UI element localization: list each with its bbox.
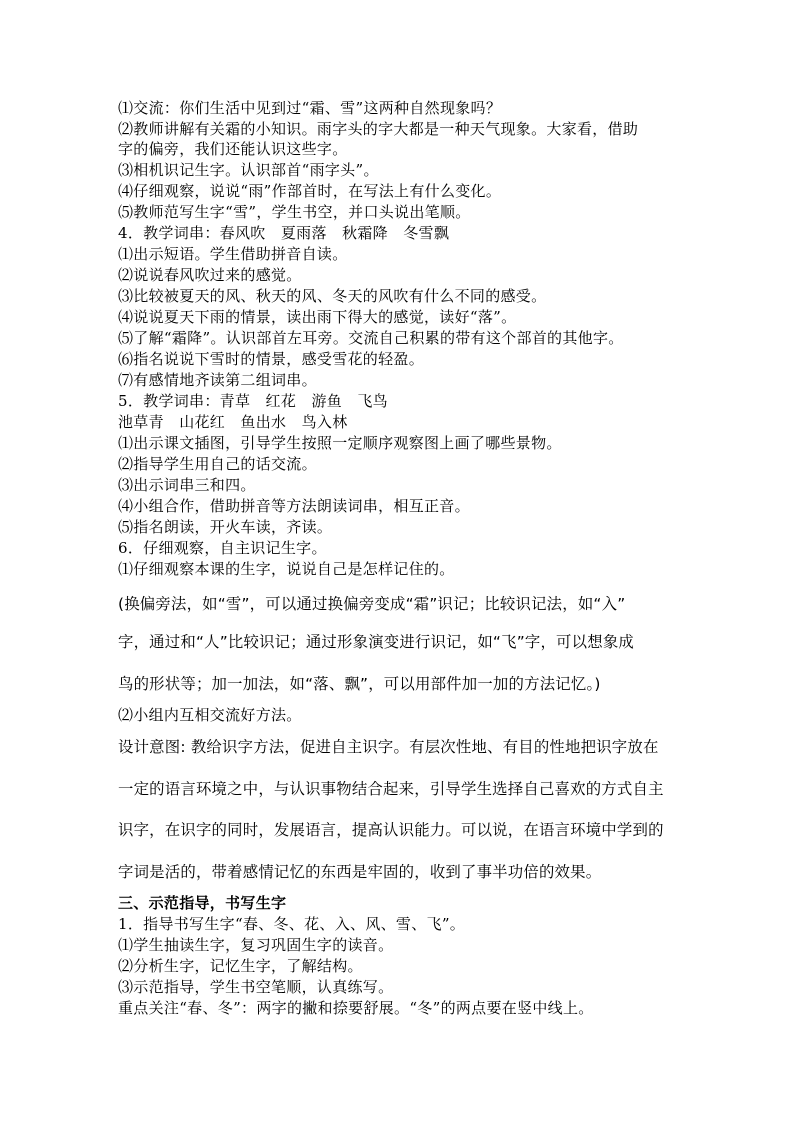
text-line: 识字，在识字的同时，发展语言，提高认识能力。可以说，在语言环境中学到的	[118, 821, 664, 839]
text-line: ⑴出示短语。学生借助拼音自读。	[118, 245, 348, 263]
section-heading: 三、示范指导，书写生字	[118, 894, 287, 912]
text-line: 鸟的形状等；加一加法，如“落、飘”，可以用部件加一加的方法记忆。)	[118, 675, 601, 693]
text-line: 5．教学词串：青草 红花 游鱼 飞鸟	[118, 392, 388, 410]
text-line: ⑶相机识记生字。认识部首“雨字头”。	[118, 161, 379, 179]
text-line: 字，通过和“人”比较识记；通过形象演变进行识记，如“飞”字，可以想象成	[118, 633, 635, 651]
text-line: 字的偏旁，我们还能认识这些字。	[118, 140, 348, 158]
text-line: 字词是活的，带着感情记忆的东西是牢固的，收到了事半功倍的效果。	[118, 863, 602, 881]
text-line: ⑹指名说说下雪时的情景，感受雪花的轻盈。	[118, 350, 425, 368]
text-line: ⑶示范指导，学生书空笔顺，认真练写。	[118, 978, 394, 996]
text-line: 设计意图: 教给识字方法，促进自主识字。有层次性地、有目的性地把识字放在	[118, 738, 659, 756]
text-line: ⑵分析生字，记忆生字，了解结构。	[118, 957, 363, 975]
text-line: 池草青 山花红 鱼出水 鸟入林	[118, 413, 348, 431]
text-line: ⑷小组合作，借助拼音等方法朗读词串，相互正音。	[118, 497, 470, 515]
text-line: ⑶比较被夏天的风、秋天的风、冬天的风吹有什么不同的感受。	[118, 287, 547, 305]
text-line: 6．仔细观察，自主识记生字。	[118, 539, 327, 557]
text-line: ⑷仔细观察，说说“雨”作部首时，在写法上有什么变化。	[118, 182, 502, 200]
text-line: ⑵教师讲解有关霜的小知识。雨字头的字大都是一种天气现象。大家看，借助	[118, 120, 639, 138]
text-line: ⑵说说春风吹过来的感觉。	[118, 266, 302, 284]
text-line: (换偏旁法，如“雪”，可以通过换偏旁变成“霜”识记；比较识记法，如“入”	[118, 595, 626, 613]
text-line: ⑺有感情地齐读第二组词串。	[118, 371, 317, 389]
text-line: ⑴学生抽读生字，复习巩固生字的读音。	[118, 936, 394, 954]
text-line: 重点关注“春、冬”：两字的撇和捺要舒展。“冬”的两点要在竖中线上。	[118, 999, 594, 1017]
text-line: ⑸教师范写生字“雪”，学生书空，并口头说出笔顺。	[118, 203, 471, 221]
text-line: ⑸指名朗读，开火车读，齐读。	[118, 518, 333, 536]
text-line: 1．指导书写生字“春、冬、花、入、风、雪、飞”。	[118, 915, 466, 933]
text-line: ⑴交流：你们生活中见到过“霜、雪”这两种自然现象吗？	[118, 99, 502, 117]
text-line: ⑶出示词串三和四。	[118, 476, 256, 494]
text-line: ⑴仔细观察本课的生字，说说自己是怎样记住的。	[118, 560, 455, 578]
text-line: ⑸了解“霜降”。认识部首左耳旁。交流自己积累的带有这个部首的其他字。	[118, 329, 624, 347]
text-line: ⑷说说夏天下雨的情景，读出雨下得大的感觉，读好“落”。	[118, 308, 517, 326]
text-line: 一定的语言环境之中，与认识事物结合起来，引导学生选择自己喜欢的方式自主	[118, 780, 664, 798]
text-line: ⑵小组内互相交流好方法。	[118, 706, 302, 724]
text-line: ⑵指导学生用自己的话交流。	[118, 455, 317, 473]
text-line: ⑴出示课文插图，引导学生按照一定顺序观察图上画了哪些景物。	[118, 434, 562, 452]
text-line: 4．教学词串：春风吹 夏雨落 秋霜降 冬雪飘	[118, 224, 450, 242]
